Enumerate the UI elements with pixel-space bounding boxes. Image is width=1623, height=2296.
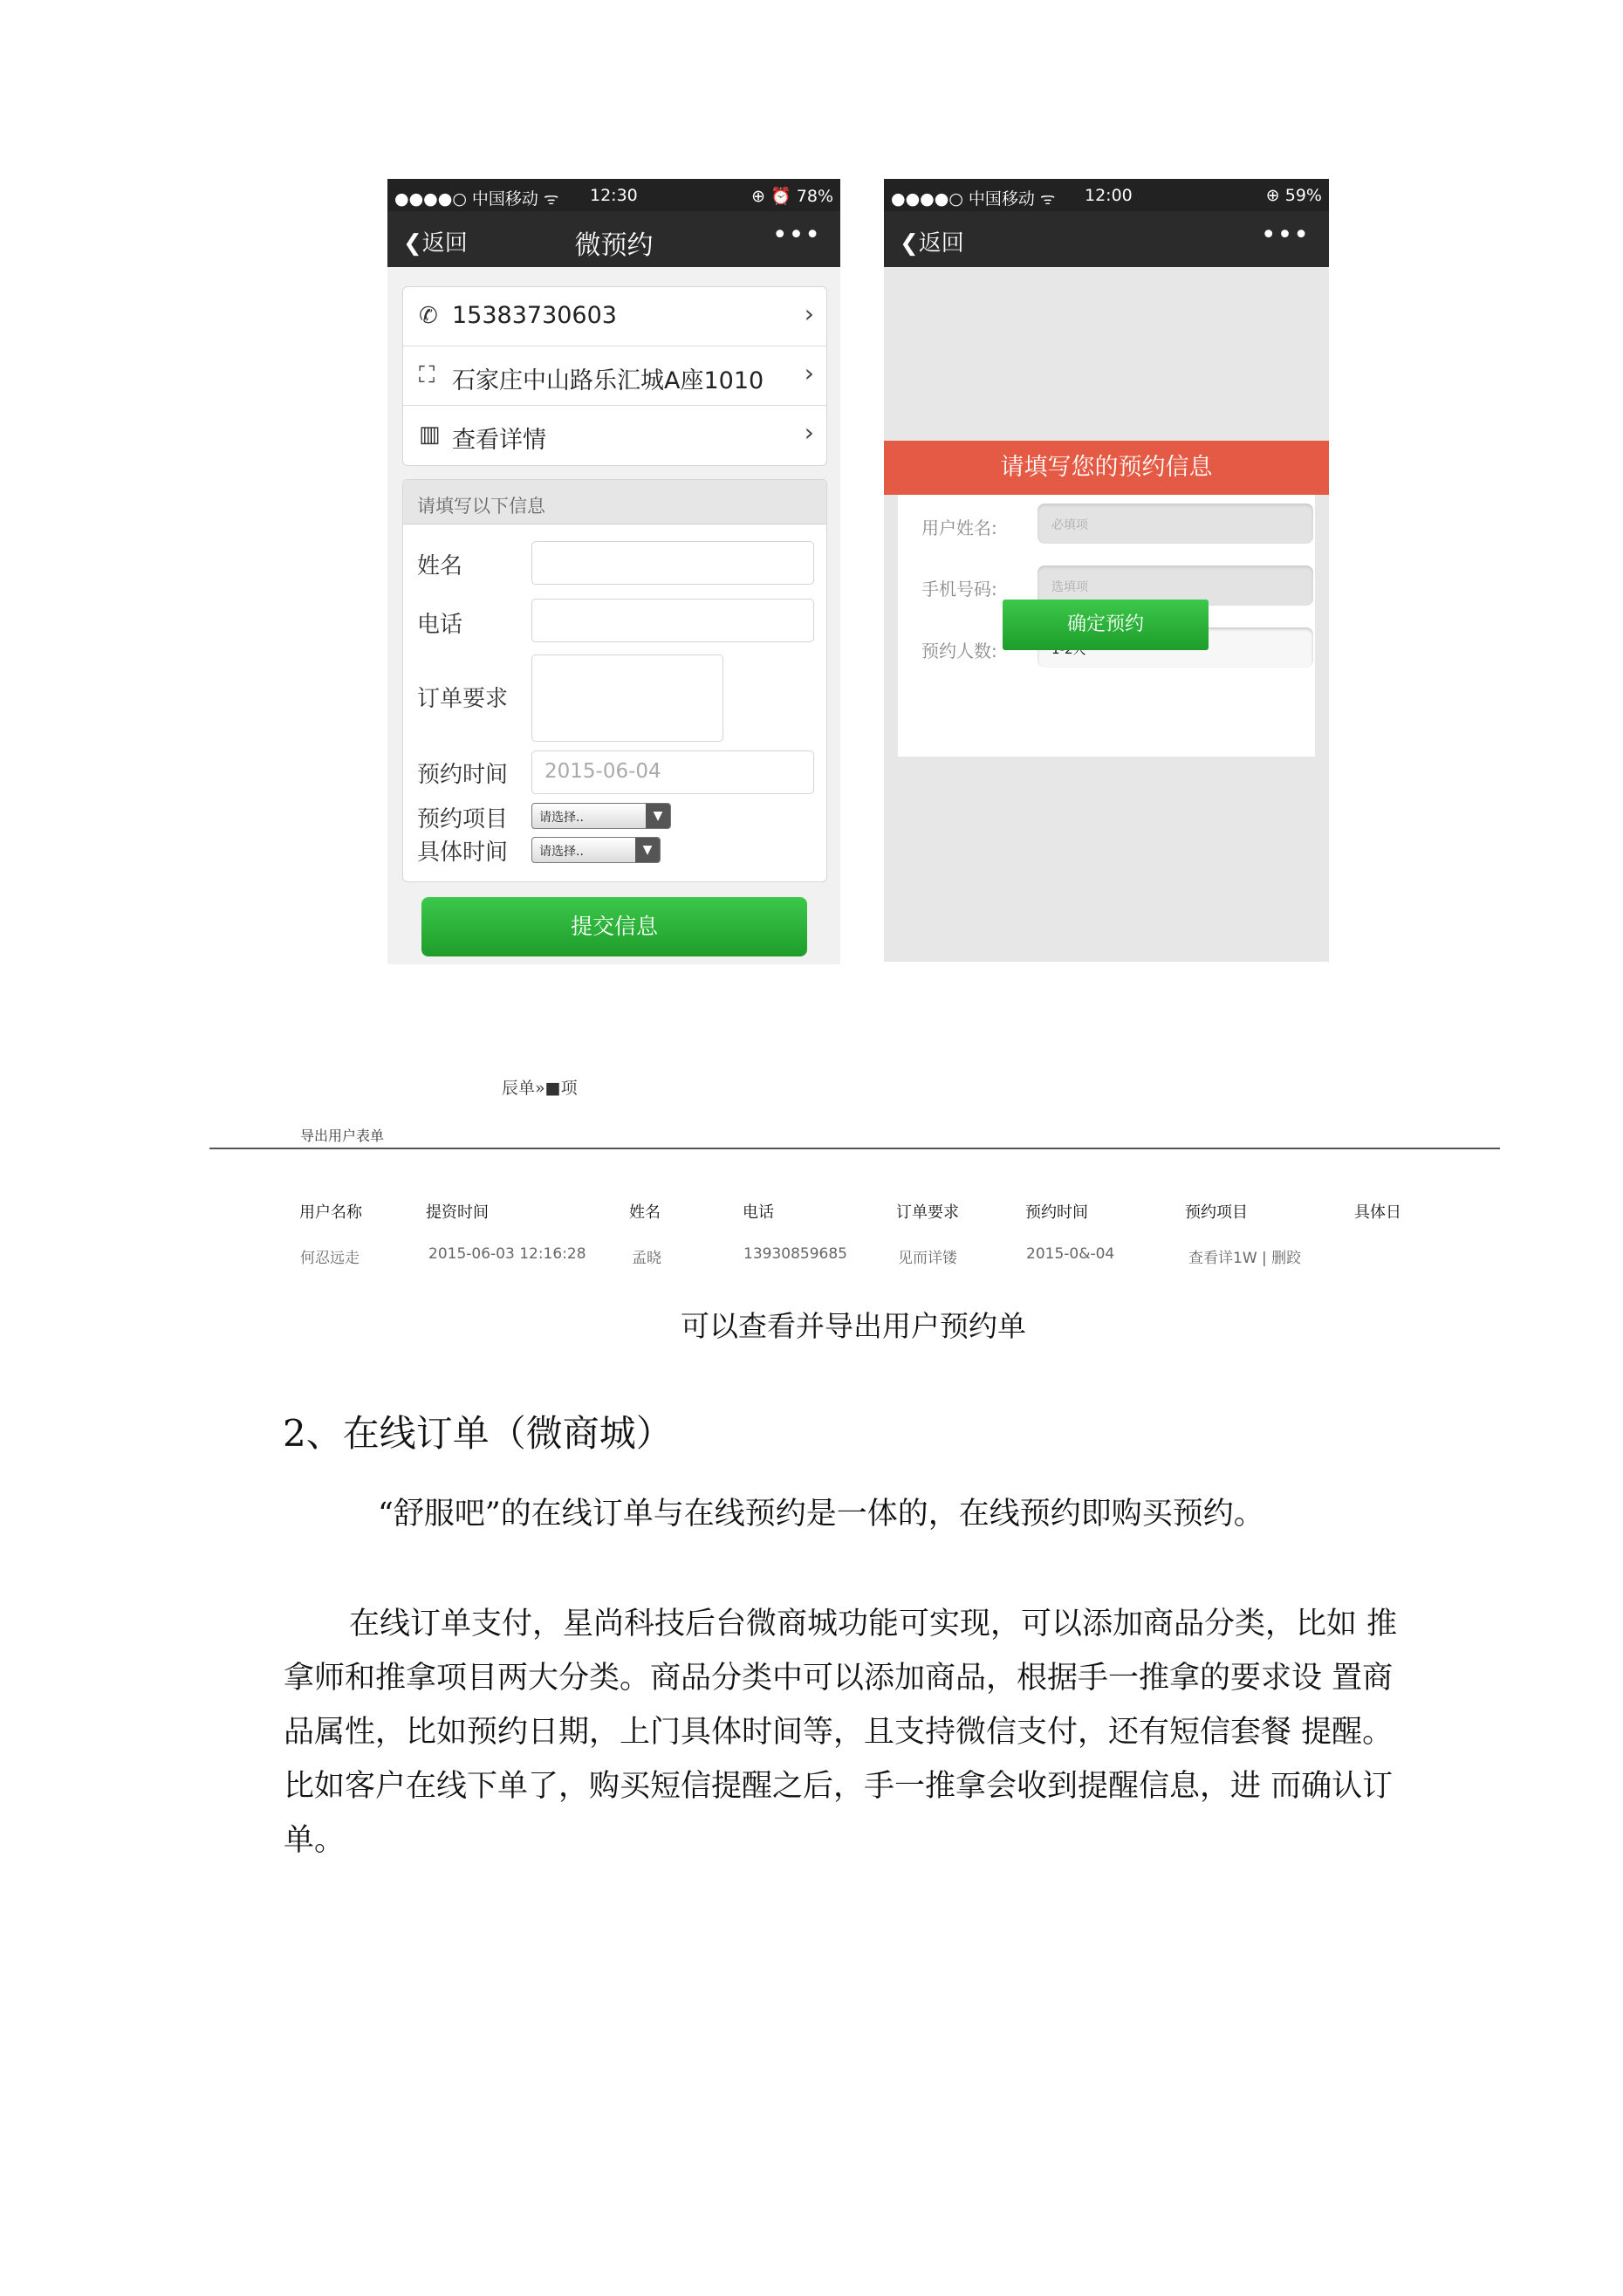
paragraph-2-line: 品属性，比如预约日期，上门具体时间等，且支持微信支付，还有短信套餐 提醒。	[284, 1715, 1394, 1750]
chevron-right-icon: ›	[804, 418, 814, 447]
confirm-button[interactable]: 确定预约	[1003, 600, 1209, 650]
back-button[interactable]: ❮返回	[403, 230, 468, 257]
booking-popup-panel	[898, 495, 1315, 757]
table-cell: 何忍远走	[300, 1250, 360, 1267]
contact-row-phone[interactable]: ✆ 15383730603 ›	[403, 287, 826, 346]
table-caption-top: 辰单»■项	[502, 1079, 578, 1098]
date-label: 预约时间	[417, 762, 509, 788]
column-header: 电话	[743, 1203, 774, 1222]
export-link[interactable]: 导出用户表单	[300, 1127, 385, 1144]
column-header: 提资时间	[426, 1203, 489, 1222]
carrier-label: ●●●●○ 中国移动 ᯤ	[394, 189, 559, 209]
mobile-label: 手机号码:	[921, 579, 997, 600]
guest-count-label: 预约人数:	[921, 641, 997, 661]
paragraph-2-line: 单。	[284, 1823, 346, 1858]
chevron-right-icon: ›	[804, 299, 814, 328]
section-title: 2、在线订单（微商城）	[283, 1412, 673, 1455]
column-header: 具体日	[1354, 1203, 1401, 1222]
form-header: 请填写以下信息	[403, 480, 826, 524]
dropdown-arrow-icon: ▼	[635, 838, 660, 862]
table-cell: 孟晓	[632, 1250, 661, 1267]
paragraph-2-line: 在线订单支付，星尚科技后台微商城功能可实现，可以添加商品分类，比如 推	[349, 1607, 1398, 1641]
phone-screenshot-booking-form	[387, 179, 840, 964]
request-textarea[interactable]	[531, 655, 723, 742]
username-input[interactable]: 必填项	[1037, 504, 1313, 544]
nav-bar	[387, 211, 840, 267]
paragraph-2-line: 比如客户在线下单了，购买短信提醒之后，手一推拿会收到提醒信息，进 而确认订	[284, 1769, 1394, 1804]
dropdown-arrow-icon: ▼	[646, 804, 670, 828]
more-icon[interactable]: •••	[1260, 220, 1310, 250]
figure-caption: 可以查看并导出用户预约单	[681, 1309, 1026, 1343]
divider	[209, 1148, 1500, 1149]
table-cell: 见而详镂	[898, 1250, 957, 1267]
chevron-left-icon: ❮	[403, 230, 422, 257]
phone-label: 电话	[417, 612, 463, 638]
map-icon: ⛶	[419, 362, 435, 388]
table-row-actions[interactable]: 查看详1W | 删跤	[1188, 1250, 1302, 1267]
contact-card	[402, 286, 827, 466]
name-input[interactable]	[531, 541, 814, 585]
page-title: 微预约	[574, 230, 654, 261]
more-icon[interactable]: •••	[771, 220, 821, 250]
table-cell: 2015-06-03 12:16:28	[428, 1245, 586, 1263]
status-bar	[387, 179, 840, 211]
building-icon: ▥	[419, 422, 441, 448]
column-header: 预约项目	[1185, 1203, 1248, 1222]
phone-screenshot-booking-popup	[884, 179, 1329, 962]
column-header: 预约时间	[1025, 1203, 1088, 1222]
table-cell: 2015-0&-04	[1026, 1245, 1115, 1263]
column-header: 姓名	[629, 1203, 661, 1222]
item-label: 预约项目	[417, 806, 509, 833]
contact-row-address[interactable]: ⛶ 石家庄中山路乐汇城A座1010 ›	[403, 346, 826, 406]
battery-label: ⊕ 59%	[1265, 186, 1322, 205]
back-button[interactable]: ❮返回	[900, 230, 964, 257]
paragraph-2-line: 拿师和推拿项目两大分类。商品分类中可以添加商品，根据手一推拿的要求设 置商	[284, 1661, 1394, 1696]
time-select[interactable]: 请选择.. ▼	[531, 837, 661, 863]
chevron-left-icon: ❮	[900, 230, 919, 257]
submit-button[interactable]: 提交信息	[421, 897, 807, 956]
booking-form	[402, 479, 827, 882]
name-label: 姓名	[417, 553, 463, 579]
status-bar	[884, 179, 1329, 211]
column-header: 订单要求	[896, 1203, 959, 1222]
paragraph-1: “舒服吧”的在线订单与在线预约是一体的，在线预约即购买预约。	[378, 1497, 1264, 1532]
request-label: 订单要求	[417, 686, 509, 712]
carrier-label: ●●●●○ 中国移动 ᯤ	[891, 189, 1056, 209]
battery-label: ⊕ ⏰ 78%	[751, 187, 833, 206]
time-label: 具体时间	[417, 840, 509, 866]
mobile-input[interactable]: 选填项	[1037, 565, 1313, 606]
clock: 12:30	[590, 186, 638, 205]
column-header: 用户名称	[299, 1203, 362, 1222]
popup-title: 请填写您的预约信息	[884, 441, 1329, 495]
nav-bar	[884, 211, 1329, 267]
username-label: 用户姓名:	[921, 517, 997, 538]
phone-input[interactable]	[531, 599, 814, 642]
item-select[interactable]: 请选择.. ▼	[531, 803, 671, 829]
clock: 12:00	[1085, 186, 1133, 205]
phone-icon: ✆	[419, 303, 438, 329]
contact-row-details[interactable]: ▥ 查看详情 ›	[419, 418, 814, 454]
date-input[interactable]: 2015-06-04	[531, 750, 814, 794]
chevron-right-icon: ›	[804, 359, 814, 387]
table-cell: 13930859685	[743, 1245, 847, 1263]
